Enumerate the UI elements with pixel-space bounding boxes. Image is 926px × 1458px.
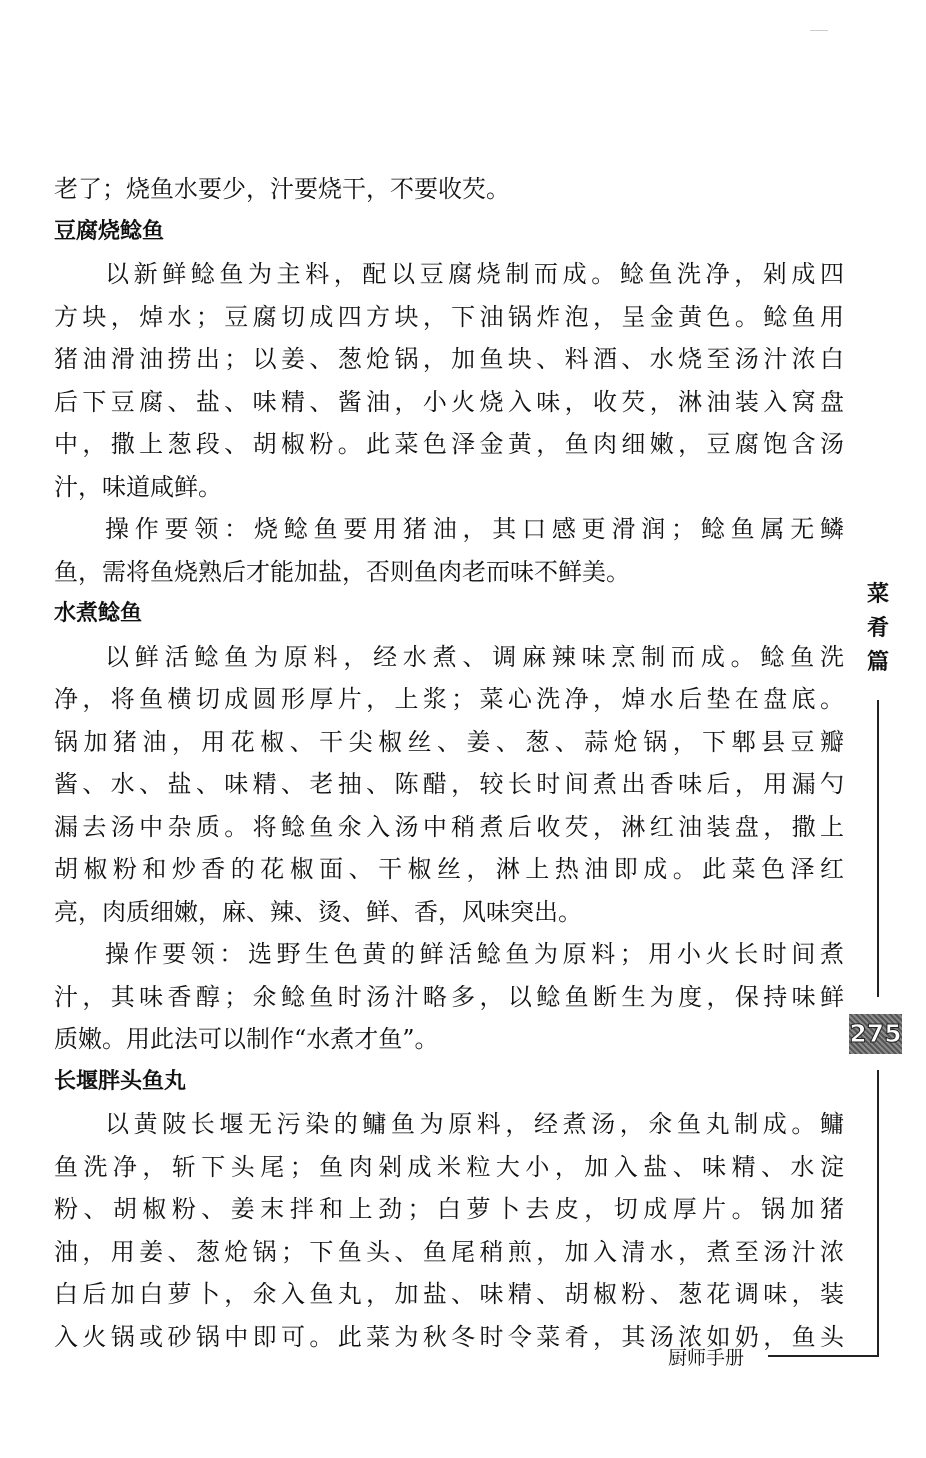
text-line: 入火锅或砂锅中即可。此菜为秋冬时令菜肴，其汤浓如奶，鱼头 <box>54 1322 844 1351</box>
footer-rule <box>768 1355 879 1357</box>
side-rule-upper <box>877 700 879 997</box>
text-line: 老了；烧鱼水要少，汁要烧干，不要收芡。 <box>54 175 510 203</box>
recipe-heading: 水煮鲶鱼 <box>54 601 143 626</box>
text-line: 后下豆腐、盐、味精、酱油，小火烧入味，收芡，淋油装入窝盘 <box>54 387 844 416</box>
text-line: 中，撒上葱段、胡椒粉。此菜色泽金黄，鱼肉细嫩，豆腐饱含汤 <box>54 430 844 458</box>
text-line: 油，用姜、葱炝锅；下鱼头、鱼尾稍煎，加入清水，煮至汤汁浓 <box>54 1237 844 1266</box>
side-rule-lower <box>877 1070 879 1357</box>
page-body <box>54 168 844 1358</box>
footer-corner <box>877 1345 879 1357</box>
recipe-heading: 长堰胖头鱼丸 <box>54 1068 187 1094</box>
text-line: 质嫩。用此法可以制作“水煮才鱼”。 <box>54 1025 439 1053</box>
text-line: 漏去汤中杂质。将鲶鱼氽入汤中稍煮后收芡，淋红油装盘，撒上 <box>54 812 844 841</box>
footer-book-title: 厨师手册 <box>668 1347 745 1369</box>
text-line: 鱼，需将鱼烧熟后才能加盐，否则鱼肉老而味不鲜美。 <box>54 557 630 586</box>
text-line: 胡椒粉和炒香的花椒面、干椒丝，淋上热油即成。此菜色泽红 <box>54 855 844 883</box>
text-line: 酱、水、盐、味精、老抽、陈醋，较长时间煮出香味后，用漏勺 <box>54 770 844 798</box>
text-line: 以黄陂长堰无污染的鳙鱼为原料，经煮汤，氽鱼丸制成。鳙 <box>105 1110 844 1138</box>
text-line: 白后加白萝卜，氽入鱼丸，加盐、味精、胡椒粉、葱花调味，装 <box>54 1280 844 1308</box>
text-line: 净，将鱼横切成圆形厚片，上浆；菜心洗净，焯水后垫在盘底。 <box>54 685 844 713</box>
text-line: 鱼洗净，斩下头尾；鱼肉剁成米粒大小，加入盐、味精、水淀 <box>54 1152 844 1181</box>
text-line: 操作要领：选野生色黄的鲜活鲶鱼为原料；用小火长时间煮 <box>105 940 844 968</box>
text-line: 粉、胡椒粉、姜末拌和上劲；白萝卜去皮，切成厚片。锅加猪 <box>54 1195 844 1223</box>
text-line: 锅加猪油，用花椒、干尖椒丝、姜、葱、蒜炝锅，下郫县豆瓣 <box>54 727 844 756</box>
scan-mark <box>810 30 828 31</box>
text-line: 猪油滑油捞出；以姜、葱炝锅，加鱼块、料酒、水烧至汤汁浓白 <box>54 345 844 373</box>
text-line: 亮，肉质细嫩，麻、辣、烫、鲜、香，风味突出。 <box>54 897 582 926</box>
text-line: 以鲜活鲶鱼为原料，经水煮、调麻辣味烹制而成。鲶鱼洗 <box>105 642 844 671</box>
text-line: 汁，味道咸鲜。 <box>54 472 222 501</box>
text-line: 操作要领：烧鲶鱼要用猪油，其口感更滑润；鲶鱼属无鳞 <box>105 515 844 543</box>
page-number: 275 <box>849 1014 902 1054</box>
text-line: 以新鲜鲶鱼为主料，配以豆腐烧制而成。鲶鱼洗净，剁成四 <box>105 260 844 288</box>
section-side-label: 菜肴篇 <box>866 582 889 675</box>
text-line: 方块，焯水；豆腐切成四方块，下油锅炸泡，呈金黄色。鲶鱼用 <box>54 302 844 331</box>
recipe-heading: 豆腐烧鲶鱼 <box>54 218 165 244</box>
text-line: 汁，其味香醇；氽鲶鱼时汤汁略多，以鲶鱼断生为度，保持味鲜 <box>54 982 844 1011</box>
